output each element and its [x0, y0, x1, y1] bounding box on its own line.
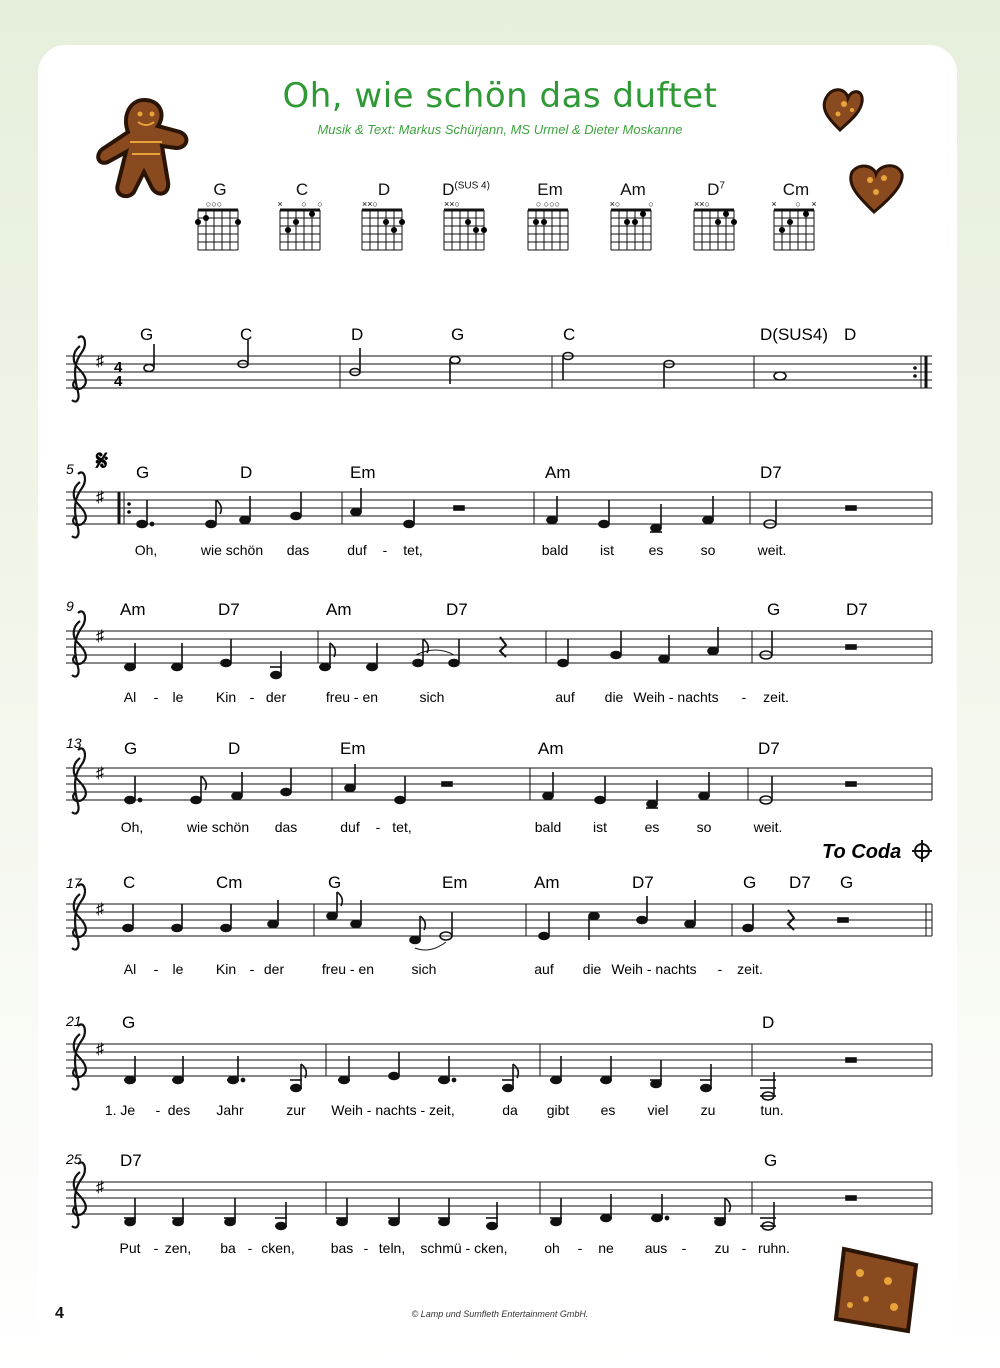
- svg-text:×○: ×○: [609, 199, 621, 209]
- chord-diagram-d7: [686, 180, 746, 260]
- lyric-syllable: ne: [598, 1240, 614, 1256]
- lyric-syllable: -: [382, 542, 388, 558]
- staff-system-13: [60, 732, 940, 862]
- chord-diagram-em: [520, 180, 580, 260]
- lyric-syllable: Oh,: [120, 819, 144, 835]
- lyric-syllable: -: [247, 1240, 253, 1256]
- svg-text:4: 4: [114, 373, 123, 390]
- lyric-syllable: -: [249, 961, 255, 977]
- lyric-syllable: tet,: [403, 542, 423, 558]
- lyric-syllable: auf: [555, 689, 575, 705]
- chord-symbol: G: [840, 873, 854, 892]
- lyric-syllable: Oh,: [134, 542, 158, 558]
- chord-diagram-am: [603, 180, 663, 260]
- svg-text:×: ×: [277, 199, 283, 209]
- lyric-syllable: teln,: [378, 1240, 406, 1256]
- chord-symbol: D7: [218, 600, 240, 619]
- lyric-syllable: viel: [647, 1102, 669, 1118]
- lyric-syllable: weit.: [757, 542, 787, 558]
- chord-symbol: D7: [632, 873, 654, 892]
- lyric-syllable: le: [172, 689, 184, 705]
- lyric-syllable: ist: [593, 819, 607, 835]
- svg-text:××○: ××○: [362, 199, 378, 209]
- chord-name: Am: [620, 180, 646, 199]
- chord-symbol: Am: [545, 463, 571, 482]
- lyric-syllable: -: [363, 1240, 369, 1256]
- chord-symbol: Em: [340, 739, 366, 758]
- measure-number: 13: [66, 735, 82, 751]
- lyric-syllable: zu: [700, 1102, 716, 1118]
- lyric-syllable: die: [582, 961, 602, 977]
- chord-symbol: D7: [120, 1151, 142, 1170]
- chord-symbol: G: [124, 739, 138, 758]
- lyric-syllable: -: [741, 1240, 747, 1256]
- lyric-syllable: bas: [330, 1240, 354, 1256]
- lyric-syllable: zeit.: [763, 689, 789, 705]
- chord-symbol: G: [122, 1013, 136, 1032]
- chord-symbol: Am: [534, 873, 560, 892]
- chord-name: C: [295, 180, 309, 199]
- lyric-syllable: ba: [220, 1240, 236, 1256]
- chord-name: $D^7$: [707, 180, 725, 199]
- lyric-syllable: Put: [119, 1240, 141, 1256]
- lyric-syllable: schmü - cken,: [420, 1240, 508, 1256]
- lyric-syllable: sich: [411, 961, 437, 977]
- lyric-syllable: ist: [600, 542, 614, 558]
- svg-text:♯: ♯: [96, 1041, 104, 1058]
- lyric-syllable: bald: [534, 819, 562, 835]
- lyric-syllable: cken,: [261, 1240, 295, 1256]
- chord-symbol: Am: [538, 739, 564, 758]
- lyric-syllable: tet,: [392, 819, 412, 835]
- chord-symbol: G: [451, 325, 465, 344]
- svg-text:○: ○: [317, 199, 323, 209]
- svg-text:○ ○○○: ○ ○○○: [535, 199, 561, 209]
- lyric-syllable: des: [167, 1102, 191, 1118]
- lyric-syllable: Kin: [215, 961, 237, 977]
- svg-text:×: ×: [771, 199, 777, 209]
- lyric-syllable: -: [155, 1102, 161, 1118]
- lyric-syllable: Weih - nachts: [611, 961, 697, 977]
- lyric-syllable: Weih - nachts: [633, 689, 719, 705]
- svg-text:○: ○: [301, 199, 307, 209]
- chord-symbol: C: [240, 325, 253, 344]
- chord-symbol: D: [762, 1013, 775, 1032]
- lyric-syllable: Al: [123, 689, 137, 705]
- lyric-syllable: der: [265, 689, 287, 705]
- chord-symbol: D: [240, 463, 253, 482]
- lyric-syllable: aus: [644, 1240, 668, 1256]
- lyric-syllable: -: [153, 689, 159, 705]
- lyric-syllable: so: [700, 542, 716, 558]
- svg-text:♯: ♯: [96, 353, 104, 370]
- staff-system-25: [60, 1146, 940, 1266]
- coda-label: To Coda: [822, 841, 902, 862]
- lyric-syllable: -: [153, 961, 159, 977]
- lyric-syllable: ruhn.: [758, 1240, 790, 1256]
- lyric-syllable: tun.: [760, 1102, 784, 1118]
- staff-system-21: [60, 1008, 940, 1128]
- staff-system-5: [60, 440, 940, 570]
- heart-cookie-icon: [848, 160, 906, 215]
- chord-symbol: D7: [758, 739, 780, 758]
- lyric-syllable: bald: [541, 542, 569, 558]
- lyric-syllable: der: [263, 961, 285, 977]
- svg-text:××○: ××○: [444, 199, 460, 209]
- page-number: 4: [55, 1305, 64, 1322]
- lyric-syllable: sich: [419, 689, 445, 705]
- heart-cookie-icon: [818, 84, 868, 134]
- lyric-syllable: da: [502, 1102, 518, 1118]
- svg-text:××○: ××○: [694, 199, 710, 209]
- chord-symbol: G: [764, 1151, 778, 1170]
- lyric-syllable: wie schön: [200, 542, 264, 558]
- lyric-syllable: wie schön: [186, 819, 250, 835]
- chord-name: D: [377, 180, 391, 199]
- measure-number: 9: [66, 598, 74, 614]
- svg-text:×: ×: [811, 199, 817, 209]
- chord-symbol: G: [136, 463, 150, 482]
- chord-symbol: Em: [442, 873, 468, 892]
- lyric-syllable: Al: [123, 961, 137, 977]
- lyric-syllable: -: [717, 961, 723, 977]
- svg-text:○: ○: [648, 199, 654, 209]
- staff-system-intro: [60, 320, 940, 410]
- chord-diagram-c: [272, 180, 332, 260]
- staff-system-17: [60, 868, 940, 988]
- chord-symbol: D7: [760, 463, 782, 482]
- staff-system-9: [60, 595, 940, 715]
- chord-name: Cm: [782, 180, 810, 199]
- chord-diagram-dsus4: [436, 180, 496, 260]
- coda-icon: [912, 840, 932, 862]
- lyric-syllable: freu - en: [325, 689, 379, 705]
- lyric-syllable: zur: [286, 1102, 306, 1118]
- lyric-syllable: -: [249, 689, 255, 705]
- chord-symbol: D: [351, 325, 364, 344]
- chord-symbol: D7: [846, 600, 868, 619]
- lyric-syllable: -: [741, 689, 747, 705]
- measure-number: 5: [66, 461, 74, 477]
- lyric-syllable: Weih - nachts - zeit,: [331, 1102, 455, 1118]
- lyric-syllable: -: [375, 819, 381, 835]
- chord-symbol: G: [328, 873, 342, 892]
- chord-symbol: Am: [120, 600, 146, 619]
- measure-number: 21: [66, 1013, 82, 1029]
- svg-text:♯: ♯: [96, 628, 104, 645]
- measure-number: 25: [66, 1151, 82, 1167]
- chord-symbol: Am: [326, 600, 352, 619]
- lyric-syllable: zu: [714, 1240, 730, 1256]
- lyric-syllable: auf: [534, 961, 554, 977]
- lyric-syllable: duf: [340, 819, 360, 835]
- song-credits: Musik & Text: Markus Schürjann, MS Urmel & Dieter Moskanne: [317, 122, 683, 137]
- chord-symbol: G: [767, 600, 781, 619]
- lyric-syllable: es: [600, 1102, 616, 1118]
- chord-name: G: [213, 180, 227, 199]
- chord-symbol: G: [743, 873, 757, 892]
- chord-symbol: D7: [446, 600, 468, 619]
- chord-symbol: Em: [350, 463, 376, 482]
- lyric-syllable: das: [286, 542, 310, 558]
- lyric-syllable: Jahr: [216, 1102, 244, 1118]
- lyric-syllable: das: [274, 819, 298, 835]
- lyric-syllable: freu - en: [321, 961, 375, 977]
- lyric-syllable: so: [696, 819, 712, 835]
- chord-name: $D^{(SUS 4)}$: [442, 180, 490, 199]
- chord-symbol: G: [140, 325, 154, 344]
- lyric-syllable: die: [604, 689, 624, 705]
- chord-symbol: D: [844, 325, 857, 344]
- measure-number: 17: [66, 875, 82, 891]
- svg-text:♯: ♯: [96, 489, 104, 506]
- lyric-syllable: le: [172, 961, 184, 977]
- lyric-syllable: -: [153, 1240, 159, 1256]
- segno-icon: 𝄋: [96, 445, 109, 476]
- gingerbread-man-icon: [92, 92, 197, 207]
- svg-text:○○○: ○○○: [205, 199, 223, 209]
- lyric-syllable: es: [644, 819, 660, 835]
- svg-text:♯: ♯: [96, 901, 104, 918]
- chord-diagram-g: [190, 180, 250, 260]
- lyric-syllable: oh: [544, 1240, 560, 1256]
- chord-symbol: Cm: [216, 873, 243, 892]
- lyric-syllable: -: [681, 1240, 687, 1256]
- chord-symbol: C: [123, 873, 136, 892]
- chord-diagram-d: [354, 180, 414, 260]
- chord-symbol: D(SUS4): [760, 325, 829, 344]
- chord-symbol: C: [563, 325, 576, 344]
- lyric-syllable: 1. Je: [104, 1102, 136, 1118]
- song-title: Oh, wie schön das duftet: [282, 76, 718, 116]
- svg-text:○: ○: [795, 199, 801, 209]
- chord-name: Em: [537, 180, 563, 199]
- svg-text:4: 4: [114, 359, 123, 376]
- lyric-syllable: duf: [347, 542, 367, 558]
- copyright: © Lamp und Sumfleth Entertainment GmbH.: [411, 1309, 589, 1319]
- lyric-syllable: zen,: [164, 1240, 192, 1256]
- chord-symbol: D: [228, 739, 241, 758]
- svg-text:♯: ♯: [96, 765, 104, 782]
- chord-symbol: D7: [789, 873, 811, 892]
- lyric-syllable: gibt: [546, 1102, 570, 1118]
- lyric-syllable: Kin: [215, 689, 237, 705]
- lyric-syllable: -: [577, 1240, 583, 1256]
- lyric-syllable: weit.: [753, 819, 783, 835]
- svg-text:♯: ♯: [96, 1179, 104, 1196]
- lyric-syllable: zeit.: [737, 961, 763, 977]
- lyric-syllable: es: [648, 542, 664, 558]
- chord-diagram-cm: [766, 180, 826, 260]
